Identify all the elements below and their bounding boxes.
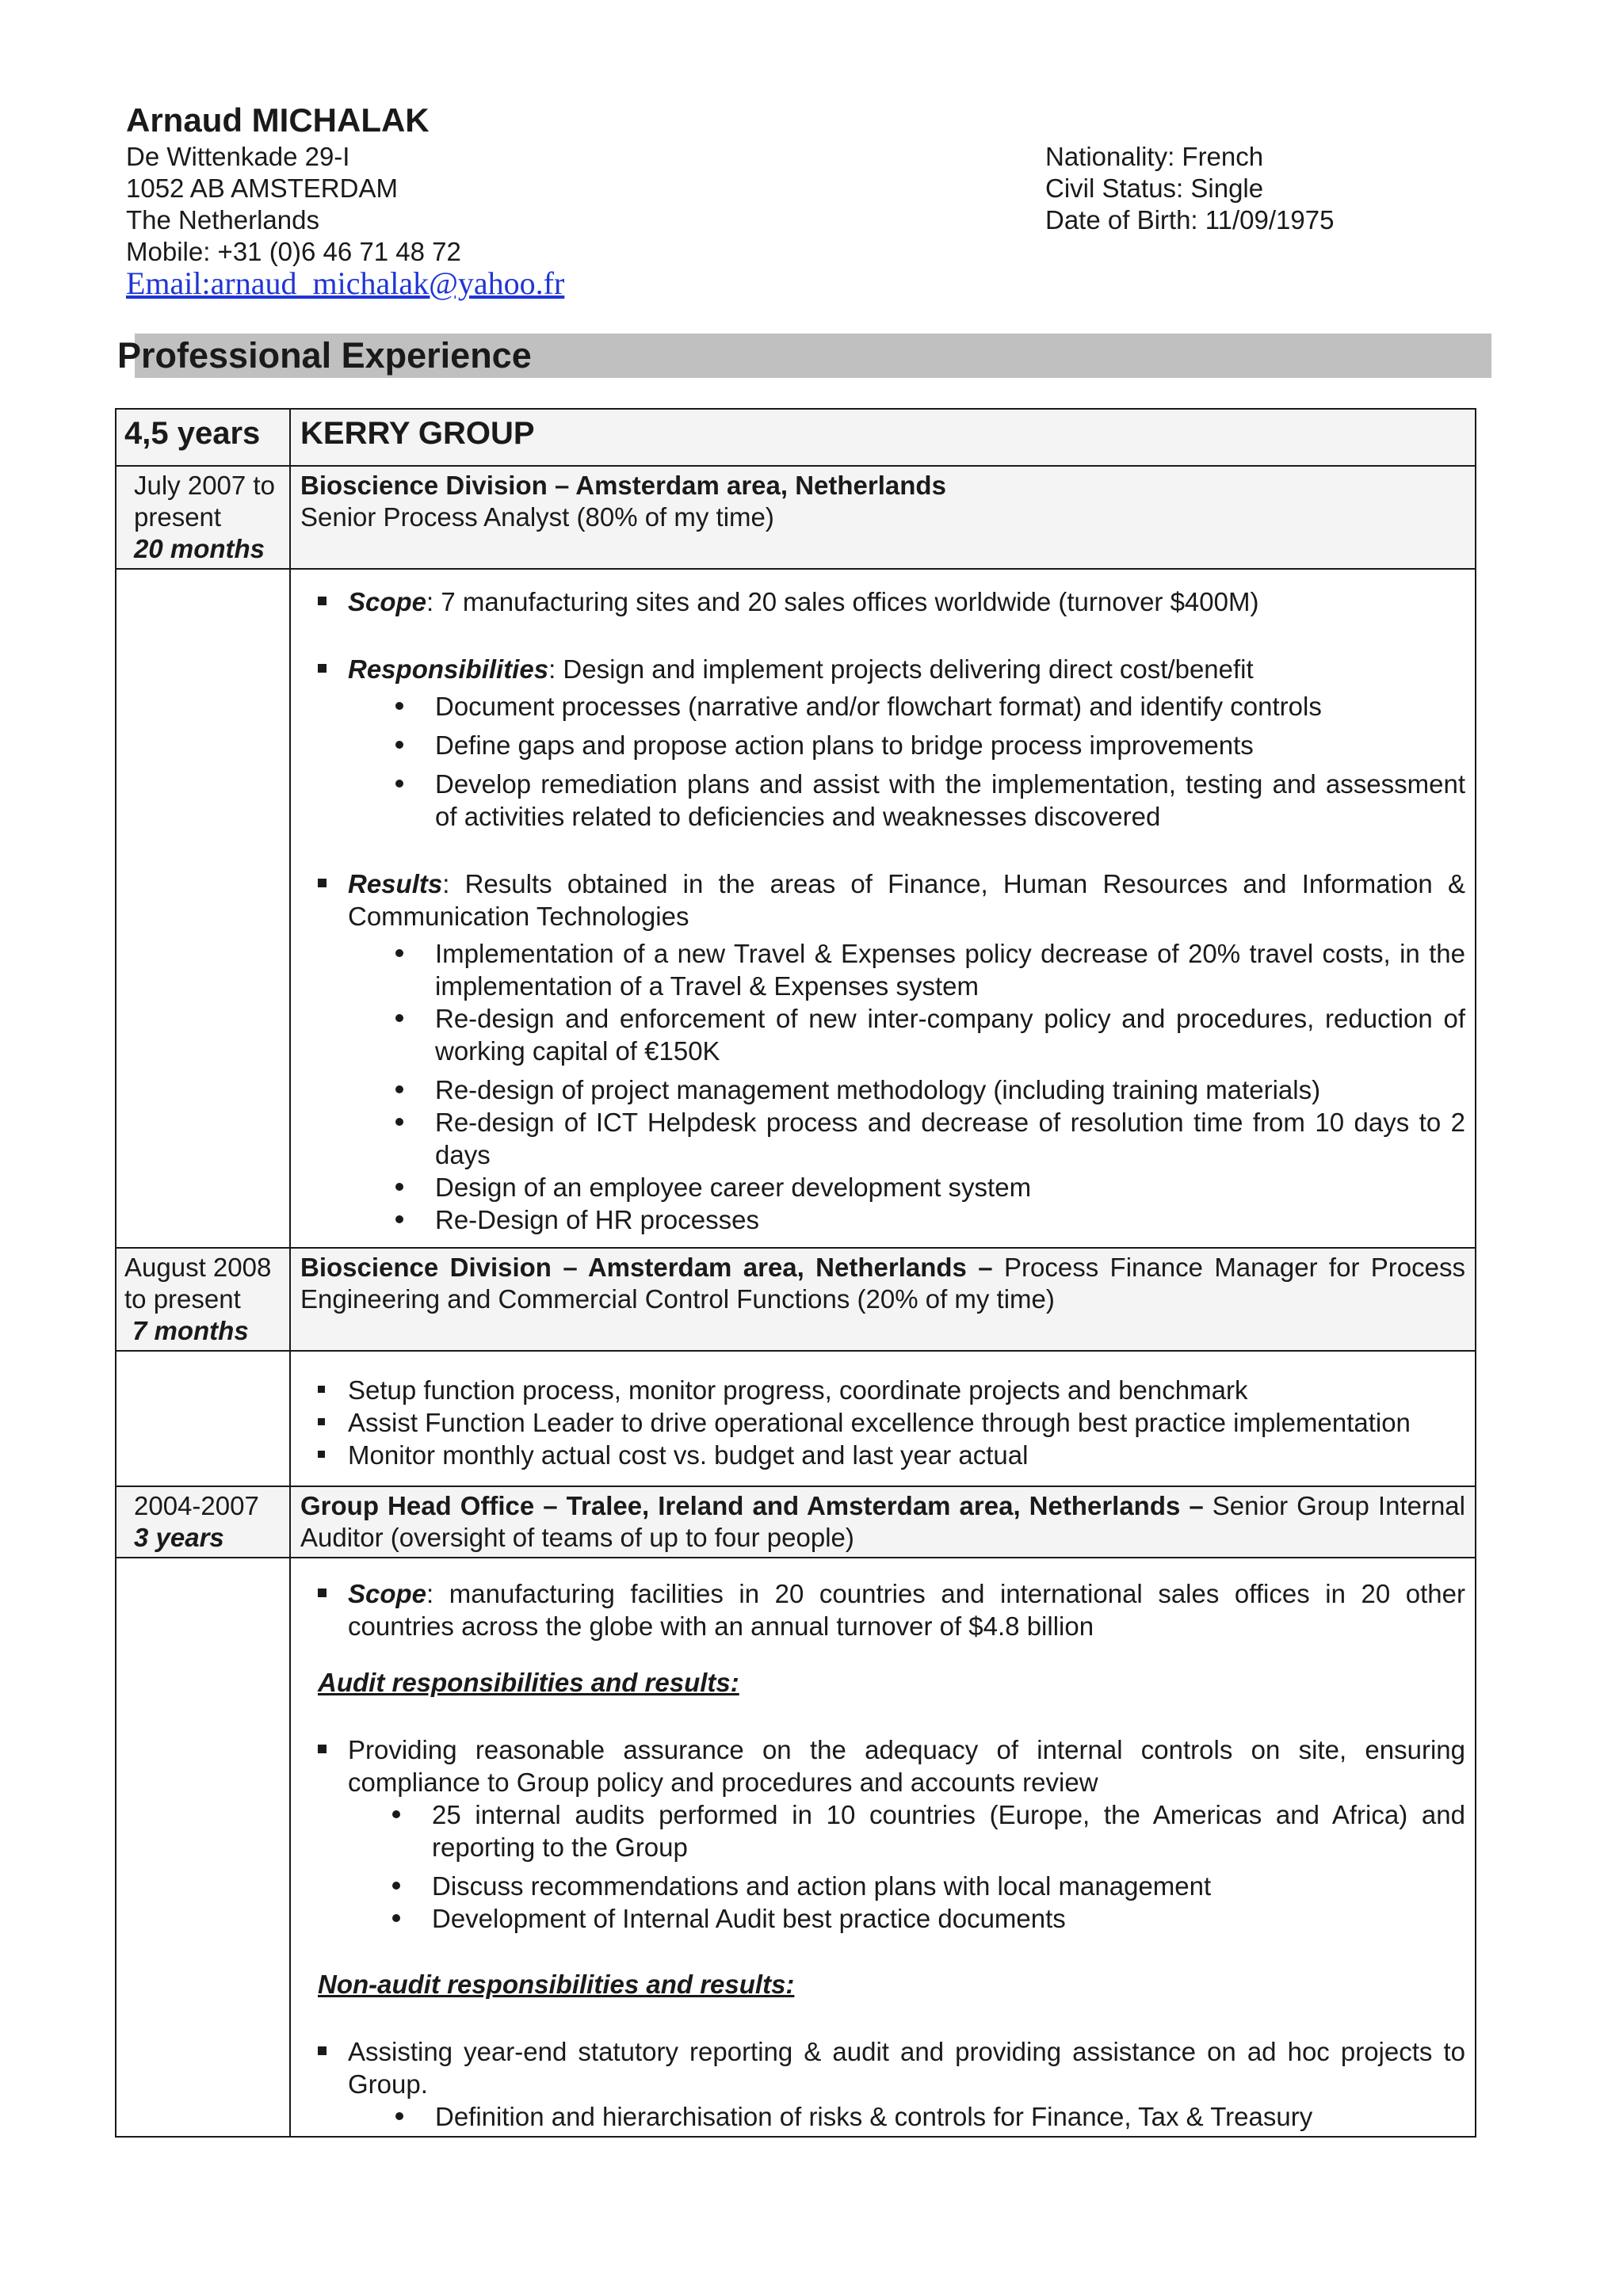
audit-list: [300, 1733, 1465, 1935]
address-street: De Wittenkade 29-I: [126, 142, 350, 171]
address-block: [126, 141, 564, 299]
nonaudit-list: [300, 2035, 1465, 2133]
detail-list: [300, 1577, 1465, 1642]
position-role: Senior Process Analyst (80% of my time): [300, 502, 774, 532]
position-period: [116, 466, 290, 569]
list-item: Discuss recommendations and action plans with local management: [384, 1870, 1465, 1902]
nationality: Nationality: French: [1045, 142, 1264, 171]
position-title: [290, 1486, 1476, 1558]
address-city: 1052 AB AMSTERDAM: [126, 174, 398, 203]
list-item: Definition and hierarchisation of risks & controls for Finance, Tax & Treasury: [388, 2100, 1465, 2133]
company-name: KERRY GROUP: [290, 409, 1476, 466]
list-item: Re-design of ICT Helpdesk process and decrease of resolution time from 10 days to 2 days: [388, 1106, 1465, 1171]
scope-label: Scope: [348, 1579, 427, 1608]
responsibilities-label: Responsibilities: [348, 654, 549, 684]
email-link[interactable]: Email:arnaud_michalak@yahoo.fr: [126, 265, 565, 301]
period-duration: 3 years: [134, 1523, 224, 1552]
list-item: Results: Results obtained in the areas of Finance, Human Resources and Information & Communication Technologies Implementation of a new Travel & Expenses policy decrease of 20% travel costs, in the implementation of a Travel & Expenses system Re-design and enforcement of new inter-company policy and procedures, reduction of working capital of €150K Re-design of project management methodology (including training materials) Re-design of ICT Helpdesk process and decrease of resolution time from 10 days to 2 days Design of an employee career development system Re-Design of HR processes: [300, 868, 1465, 1236]
company-row: [116, 409, 1476, 466]
position-title: [290, 1248, 1476, 1351]
position-role: Senior Group Internal Auditor (oversight of teams of up to four people): [300, 1491, 1465, 1552]
list-item: Re-Design of HR processes: [388, 1203, 1465, 1236]
position-details: [116, 1351, 1476, 1486]
list-item: Development of Internal Audit best practice documents: [384, 1902, 1465, 1935]
list-item: Re-design of project management methodology (including training materials): [388, 1074, 1465, 1106]
list-item: Develop remediation plans and assist with the implementation, testing and assessment of activities related to deficiencies and weaknesses discovered: [388, 768, 1465, 833]
results-label: Results: [348, 869, 443, 898]
position-division: Group Head Office – Tralee, Ireland and Amsterdam area, Netherlands –: [300, 1491, 1204, 1520]
list-item: Design of an employee career development system: [388, 1171, 1465, 1203]
detail-list: [300, 1374, 1465, 1471]
list-item: Responsibilities: Design and implement projects delivering direct cost/benefit Document processes (narrative and/or flowchart format) and identify controls Define gaps and propose action plans to bridge process improvements Develop remediation plans and assist with the implementation, testing and assessment of activities related to deficiencies and weaknesses discovered: [300, 653, 1465, 833]
position-row: [116, 1248, 1476, 1351]
section-title: Professional Experience: [117, 335, 532, 376]
period-duration: 20 months: [134, 534, 265, 563]
list-item: Assisting year-end statutory reporting & audit and providing assistance on ad hoc projects to Group. Definition and hierarchisation of risks & controls for Finance, Tax & Treasury: [300, 2035, 1465, 2133]
list-item: Providing reasonable assurance on the adequacy of internal controls on site, ensuring compliance to Group policy and procedures and accounts review 25 internal audits performed in 10 countries (Europe, the Americas and Africa) and reporting to the Group Discuss recommendations and action plans with local management Development of Internal Audit best practice documents: [300, 1733, 1465, 1935]
list-item: 25 internal audits performed in 10 countries (Europe, the Americas and Africa) and reporting to the Group: [384, 1798, 1465, 1863]
list-item: Setup function process, monitor progress, coordinate projects and benchmark: [300, 1374, 1465, 1406]
position-title: [290, 466, 1476, 569]
contact-header: [126, 100, 1489, 299]
detail-list: [300, 585, 1465, 1236]
list-item: Scope: 7 manufacturing sites and 20 sales offices worldwide (turnover $400M): [300, 585, 1465, 618]
experience-table: [115, 408, 1476, 2138]
audit-heading: Audit responsibilities and results:: [318, 1668, 739, 1697]
nonaudit-heading: Non-audit responsibilities and results:: [318, 1970, 795, 1999]
list-item: Re-design and enforcement of new inter-company policy and procedures, reduction of working capital of €150K: [388, 1002, 1465, 1067]
period-end: present: [134, 502, 222, 532]
period-start: July 2007 to: [134, 471, 275, 500]
date-of-birth: Date of Birth: 11/09/1975: [1045, 205, 1335, 235]
position-period: [116, 1486, 290, 1558]
personal-info: [1045, 141, 1489, 299]
scope-label: Scope: [348, 587, 427, 616]
position-details: [116, 1558, 1476, 2137]
period-range: 2004-2007: [134, 1491, 259, 1520]
list-item: Document processes (narrative and/or flowchart format) and identify controls: [388, 690, 1465, 723]
list-item: Implementation of a new Travel & Expenses policy decrease of 20% travel costs, in the implementation of a Travel & Expenses system: [388, 937, 1465, 1002]
period-duration: 7 months: [132, 1316, 249, 1345]
list-item: Define gaps and propose action plans to bridge process improvements: [388, 729, 1465, 761]
position-details: [116, 569, 1476, 1248]
position-period: [116, 1248, 290, 1351]
company-years: 4,5 years: [116, 409, 290, 466]
list-item: Monitor monthly actual cost vs. budget and last year actual: [300, 1439, 1465, 1471]
list-item: Scope: manufacturing facilities in 20 countries and international sales offices in 20 other countries across the globe with an annual turnover of $4.8 billion: [300, 1577, 1465, 1642]
list-item: Assist Function Leader to drive operational excellence through best practice implementation: [300, 1406, 1465, 1439]
position-role: Process Finance Manager for Process Engineering and Commercial Control Functions (20% of my time): [300, 1253, 1466, 1314]
position-row: [116, 466, 1476, 569]
position-division: Bioscience Division – Amsterdam area, Netherlands: [300, 471, 946, 500]
candidate-name: Arnaud MICHALAK: [126, 101, 430, 139]
civil-status: Civil Status: Single: [1045, 174, 1264, 203]
position-division: Bioscience Division – Amsterdam area, Netherlands –: [300, 1253, 993, 1282]
mobile-number: Mobile: +31 (0)6 46 71 48 72: [126, 237, 461, 266]
period-end: to present: [124, 1284, 241, 1314]
address-country: The Netherlands: [126, 205, 319, 235]
period-start: August 2008: [124, 1253, 272, 1282]
position-row: [116, 1486, 1476, 1558]
